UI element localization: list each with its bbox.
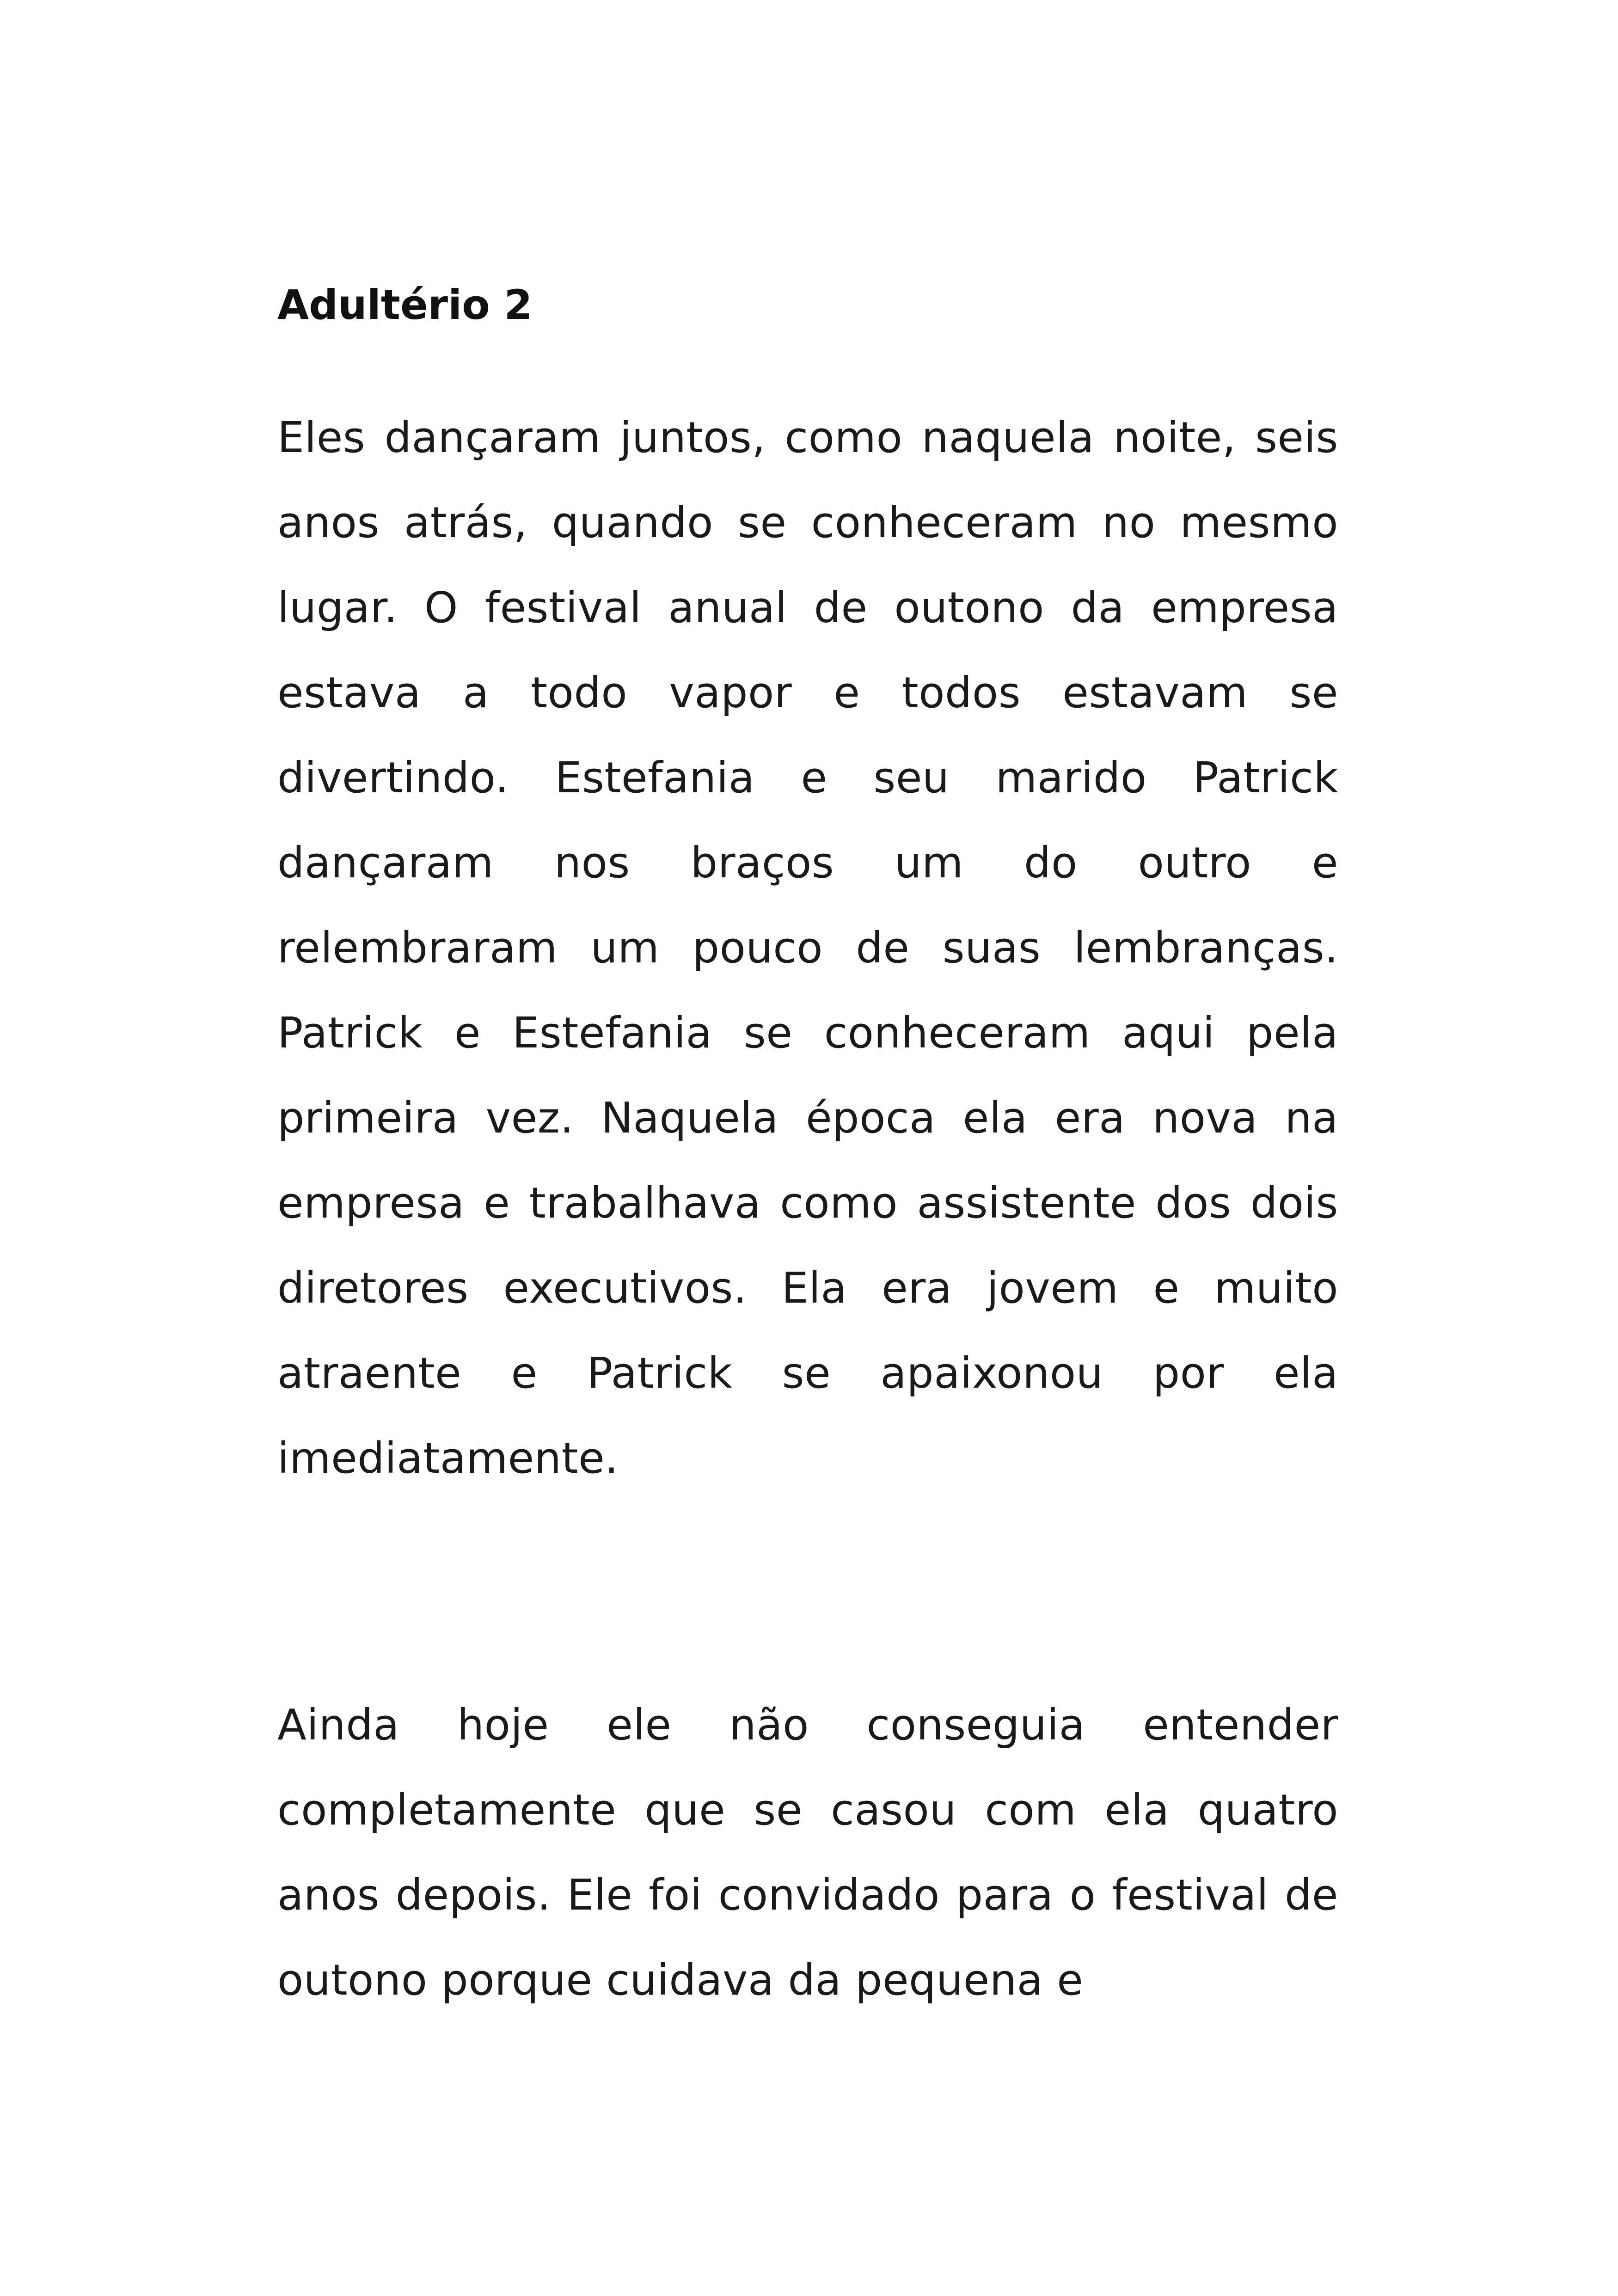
paragraph-2: Ainda hoje ele não conseguia entender completamente que se casou com ela quatro anos depois. Ele foi convidado para o festival de outono porque cuidava da pequena e bbox=[277, 1700, 1338, 2005]
document-title: Adultério 2 bbox=[277, 281, 533, 329]
paragraph-1: Eles dançaram juntos, como naquela noite, seis anos atrás, quando se conheceram no mesmo lugar. O festival anual de outono da empresa estava a todo vapor e todos estavam se divertindo. Estefania e seu marido Patrick dançaram nos braços um do outro e relembraram um pouco de suas lembranças. Patrick e Estefania se conheceram aqui pela primeira vez. Naquela época ela era nova na empresa e trabalhava como assistente dos dois diretores executivos. Ela era jovem e muito atraente e Patrick se apaixonou por ela imediatamente. bbox=[277, 413, 1338, 1483]
